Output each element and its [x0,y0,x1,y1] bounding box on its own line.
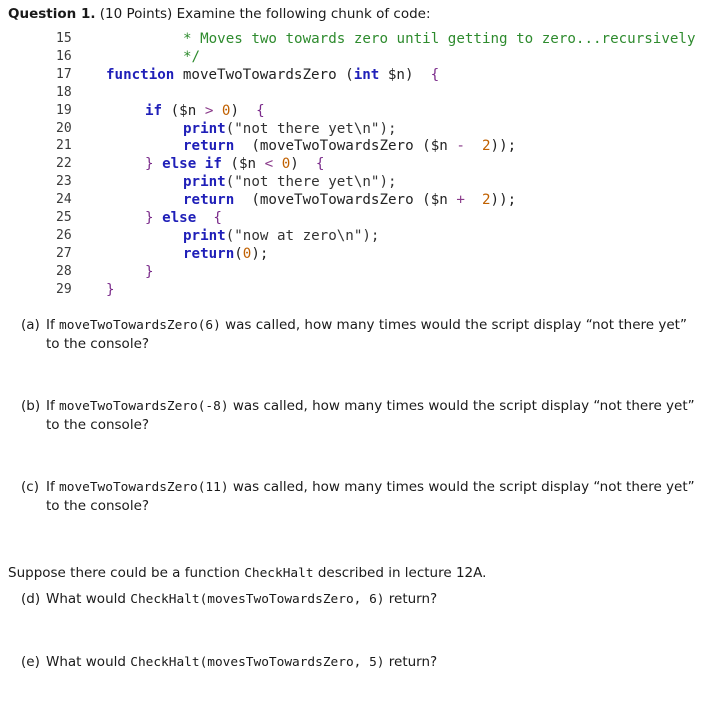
code-token: int [353,66,380,83]
code-token: ("now at zero\n"); [225,227,380,244]
code-token: { [413,66,440,83]
code-token: ) [230,102,257,119]
code-token: return [183,138,235,155]
line-number: 16 [56,48,72,64]
question-points-text: (10 Points) Examine the following chunk of code: [99,6,431,22]
code-token: * Moves two towards zero until getting to zero...recursively [183,31,696,47]
question-text [46,397,696,435]
code-text [106,281,115,299]
line-number: 23 [56,174,72,190]
question-text-post: was called, how many times would the script display “not there yet” to the console? [46,398,695,433]
question-text-post: was called, how many times would the script display “not there yet” to the console? [46,479,695,514]
code-token [196,210,213,226]
code-token [465,138,482,154]
code-token: - [456,138,465,155]
code-token: )); [490,138,517,155]
code-token: return [183,192,235,209]
line-number: 17 [56,66,72,82]
code-text [183,120,397,138]
question-label: (c) [21,479,39,495]
code-text [183,30,696,48]
code-token: ("not there yet\n"); [225,120,397,137]
code-token: ("not there yet\n"); [225,174,397,191]
question-code: moveTwoTowardsZero(-8) [59,399,229,414]
question-text [46,478,696,516]
code-token: 2 [481,192,491,209]
code-token: if [145,102,163,119]
line-number: 29 [56,281,72,297]
code-token: )); [490,192,517,209]
question-code: moveTwoTowardsZero(11) [59,480,229,495]
code-token: ($n [162,102,205,119]
question-label: (a) [21,317,40,333]
line-number: 18 [56,84,72,100]
code-text [183,245,268,263]
code-text [106,66,439,84]
code-token: (moveTwoTowardsZero ($n [234,192,457,209]
code-token: function [106,66,175,83]
code-text [183,191,516,209]
code-token: + [456,192,465,209]
code-token [273,156,282,172]
code-token [465,192,482,208]
code-token: { [315,156,325,173]
line-number: 26 [56,227,72,243]
code-token: return [183,245,235,262]
code-token: */ [183,48,201,65]
question-text [46,590,696,609]
code-token [154,210,163,226]
code-token: ( [234,245,243,262]
code-token: (moveTwoTowardsZero ($n [234,138,457,155]
code-text [145,155,324,173]
code-token: print [183,174,226,191]
code-token: { [213,210,222,226]
checkhalt-code: CheckHalt [244,566,314,581]
code-token: } [106,281,115,298]
code-token: ) [290,156,316,173]
question-label: (b) [21,398,41,414]
code-text [183,173,397,191]
line-number: 20 [56,120,72,136]
question-text-pre: If [46,479,60,495]
code-text [183,137,516,155]
code-text [183,227,379,245]
line-number: 22 [56,156,72,172]
line-number: 25 [56,210,72,225]
line-number: 28 [56,263,72,279]
line-number: 24 [56,192,72,208]
question-text-post: was called, how many times would the script display “not there yet” to the console? [46,317,687,352]
code-token: 0 [281,156,291,173]
question-label: (e) [21,654,40,670]
code-text [145,209,222,227]
code-token: $n) [379,66,414,83]
question-text-pre: If [46,398,60,414]
code-token: } [145,210,154,226]
code-token: ); [251,245,269,262]
question-text-post: return? [384,654,438,670]
code-token: 2 [481,138,491,155]
line-number: 15 [56,31,72,46]
question-text [46,316,696,354]
question-number: Question 1. [8,6,96,22]
code-token: } [145,263,154,280]
line-number: 21 [56,138,72,154]
question-text-pre: What would [46,654,131,670]
code-token: > [204,102,214,119]
line-number: 27 [56,245,72,261]
code-token [213,103,222,119]
code-text [145,263,154,281]
code-text [183,48,200,66]
code-token: else [162,210,197,226]
code-token: 0 [221,102,231,119]
code-text [145,102,265,120]
code-token: print [183,120,226,137]
code-token: 0 [242,245,252,262]
supposition-text: Suppose there could be a function CheckHalt described in lecture 12A. [8,565,487,581]
question-text-pre: What would [46,591,131,607]
question-code: CheckHalt(movesTwoTowardsZero, 6) [130,592,385,607]
question-header [8,6,431,22]
question-code: moveTwoTowardsZero(6) [59,318,221,333]
code-token: moveTwoTowardsZero ( [174,66,354,83]
code-token: < [264,156,274,173]
question-text-post: return? [384,591,438,607]
question-label: (d) [21,591,41,607]
question-text [46,653,696,672]
code-token: ($n [221,156,265,173]
question-text-pre: If [46,317,60,333]
code-token [154,156,163,172]
code-token: { [256,102,265,119]
line-number: 19 [56,102,72,118]
code-token: } [145,156,154,173]
code-token: print [183,227,226,244]
code-token: else if [162,156,222,173]
question-code: CheckHalt(movesTwoTowardsZero, 5) [130,655,385,670]
